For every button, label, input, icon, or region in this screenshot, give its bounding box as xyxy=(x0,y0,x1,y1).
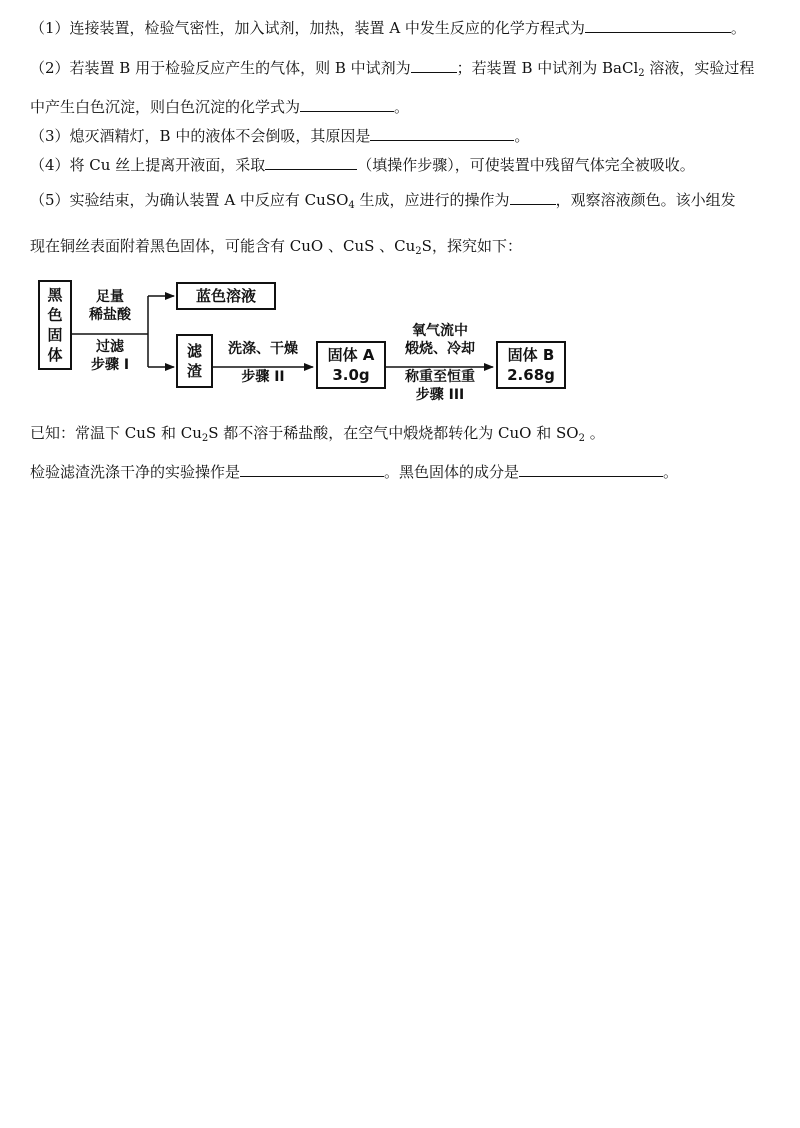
step-1-label: 过滤 步骤 I xyxy=(90,339,130,373)
step-2-label-top: 洗涤、干燥 xyxy=(228,341,298,357)
answer-blank[interactable] xyxy=(519,462,663,477)
answer-blank[interactable] xyxy=(240,462,384,477)
black-solid-box: 黑 色 固 体 xyxy=(38,280,72,370)
question-4: （4）将 Cu 丝上提离开液面，采取 （填操作步骤），可使装置中残留气体完全被吸收。 xyxy=(30,156,695,174)
known-info: 已知：常温下 CuS 和 $Cu_2S$ 都不溶于稀盐酸，在空气中煅烧都转化为 CuO 和 $SO_2$ 。 xyxy=(30,424,605,444)
question-5-line-2: 现在铜丝表面附着黑色固体，可能含有 CuO 、CuS 、$Cu_2S$，探究如下： xyxy=(30,237,522,257)
question-1-text: （1）连接装置，检验气密性，加入试剂，加热，装置 A 中发生反应的化学方程式为 xyxy=(30,19,585,37)
final-question: 检验滤渣洗涤干净的实验操作是 。黑色固体的成分是 。 xyxy=(30,463,679,481)
step-2-label-bottom: 步骤 II xyxy=(241,369,285,385)
step-3-label-top: 氧气流中 煅烧、冷却 xyxy=(405,323,475,357)
reagent-label: 足量 稀盐酸 xyxy=(89,289,131,323)
residue-box: 滤 渣 xyxy=(176,334,213,388)
question-3: （3）熄灭酒精灯，B 中的液体不会倒吸，其原因是 。 xyxy=(30,127,530,145)
step-3-label-bottom: 称重至恒重 步骤 III xyxy=(405,369,475,403)
blue-solution-box: 蓝色溶液 xyxy=(176,282,276,310)
question-2: （2）若装置 B 用于检验反应产生的气体，则 B 中试剂为 ；若装置 B 中试剂为 BaCl$_2$ 溶液，实验过程 xyxy=(30,59,755,79)
question-1: （1）连接装置，检验气密性，加入试剂，加热，装置 A 中发生反应的化学方程式为 。 xyxy=(30,19,746,37)
solid-a-box: 固体 A 3.0g xyxy=(316,341,386,389)
question-2-line-2: 中产生白色沉淀，则白色沉淀的化学式为 。 xyxy=(30,98,410,116)
question-5: （5）实验结束，为确认装置 A 中反应有 CuSO$_4$ 生成，应进行的操作为 ，观察溶液颜色。该小组发 xyxy=(30,191,736,211)
solid-b-box: 固体 B 2.68g xyxy=(496,341,566,389)
